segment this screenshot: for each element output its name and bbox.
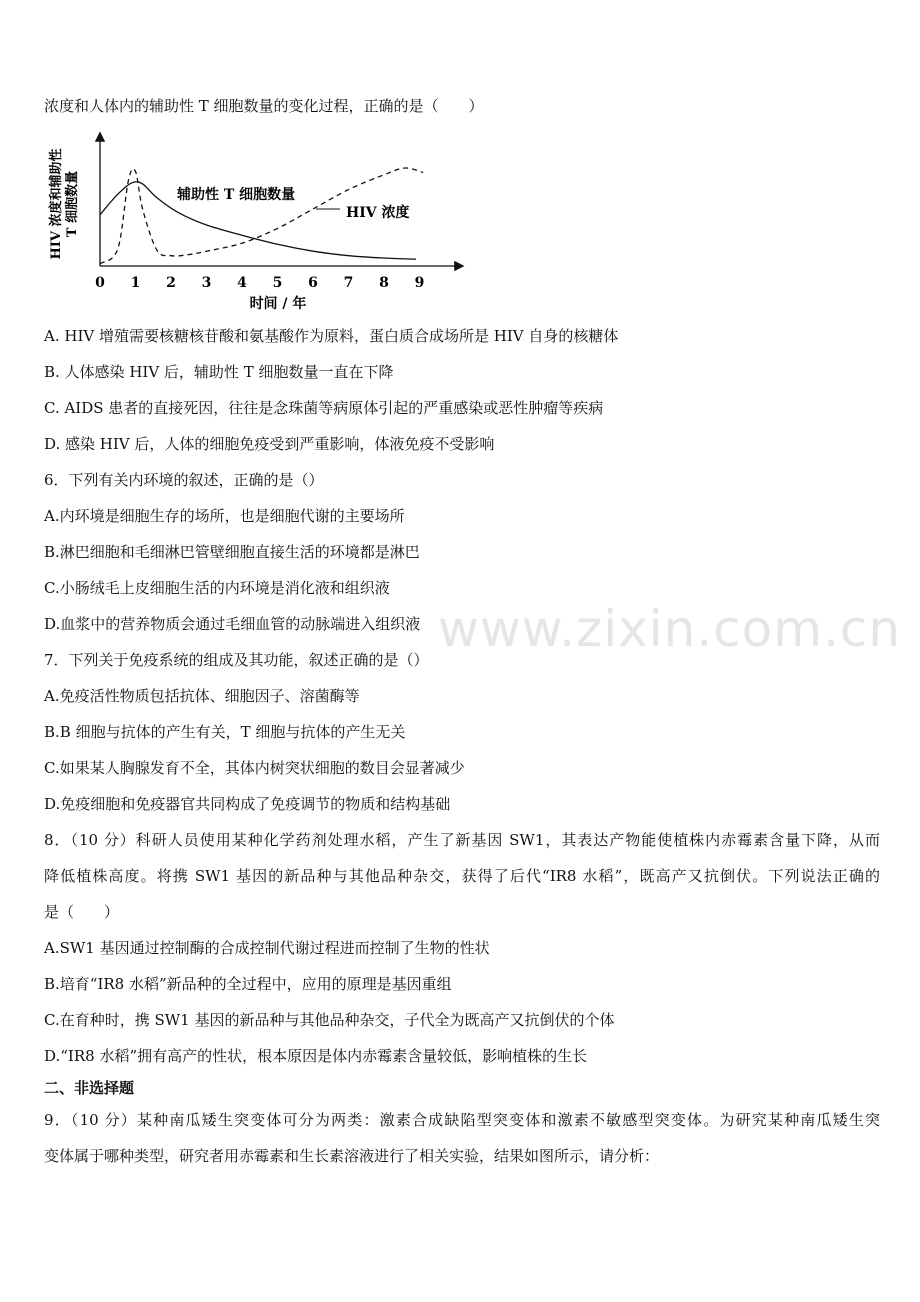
hiv-chart [44,128,484,318]
x-tick-label: 1 [130,275,141,291]
x-tick-label: 5 [272,275,283,291]
x-tick-label: 2 [166,275,176,291]
x-tick-label: 8 [379,275,389,291]
q8-option-c: C.在育种时，携 SW1 基因的新品种与其他品种杂交，子代全为既高产又抗倒伏的个体 [44,1011,615,1029]
q5-option-c: C. AIDS 患者的直接死因，往往是念珠菌等病原体引起的严重感染或恶性肿瘤等疾病 [44,399,604,417]
q6-option-c: C.小肠绒毛上皮细胞生活的内环境是消化液和组织液 [44,579,390,597]
q8-option-d: D.“IR8 水稻”拥有高产的性状，根本原因是体内赤霉素含量较低，影响植株的生长 [44,1047,588,1065]
q6-option-a: A.内环境是细胞生存的场所，也是细胞代谢的主要场所 [44,507,405,525]
q6-option-d: D.血浆中的营养物质会通过毛细血管的动脉端进入组织液 [44,615,421,633]
q5-option-a: A. HIV 增殖需要核糖核苷酸和氨基酸作为原料，蛋白质合成场所是 HIV 自身的核糖体 [44,327,619,345]
q8-stem-line-1: 8．（10 分）科研人员使用某种化学药剂处理水稻，产生了新基因 SW1，其表达产物能使植株内赤霉素含量下降，从而 [44,831,880,849]
q8-option-a: A.SW1 基因通过控制酶的合成控制代谢过程进而控制了生物的性状 [44,939,490,957]
q8-option-b: B.培育“IR8 水稻”新品种的全过程中，应用的原理是基因重组 [44,975,452,993]
q8-stem-line-3: 是（ ） [44,903,120,921]
hiv-annotation: HIV 浓度 [346,205,410,221]
q6-option-b: B.淋巴细胞和毛细淋巴管壁细胞直接生活的环境都是淋巴 [44,543,420,561]
q9-stem-line-1: 9．（10 分）某种南瓜矮生突变体可分为两类：激素合成缺陷型突变体和激素不敏感型突变体。为研究某种南瓜矮生突 [44,1111,880,1129]
x-tick-label: 6 [308,275,318,291]
x-axis-label: 时间 / 年 [249,296,307,312]
t-cell-annotation: 辅助性 T 细胞数量 [177,187,296,203]
x-tick-label: 9 [414,275,425,291]
q6-stem: 6．下列有关内环境的叙述，正确的是（） [44,471,324,489]
q7-option-a: A.免疫活性物质包括抗体、细胞因子、溶菌酶等 [44,687,360,705]
q7-option-c: C.如果某人胸腺发育不全，其体内树突状细胞的数目会显著减少 [44,759,465,777]
q9-stem-line-2: 变体属于哪种类型，研究者用赤霉素和生长素溶液进行了相关实验，结果如图所示，请分析： [44,1147,660,1165]
x-tick-label: 7 [343,275,354,291]
q8-stem-line-2: 降低植株高度。将携 SW1 基因的新品种与其他品种杂交，获得了后代“IR8 水稻”，既高产又抗倒伏。下列说法正确的 [44,867,880,885]
watermark: www.zixin.com.cn [438,600,902,658]
section-2-heading: 二、非选择题 [44,1079,135,1097]
y-axis-label-1: HIV 浓度和辅助性 [49,148,64,260]
q7-option-d: D.免疫细胞和免疫器官共同构成了免疫调节的物质和结构基础 [44,795,451,813]
q5-option-d: D. 感染 HIV 后，人体的细胞免疫受到严重影响，体液免疫不受影响 [44,435,495,453]
q5-option-b: B. 人体感染 HIV 后，辅助性 T 细胞数量一直在下降 [44,363,394,381]
question-5-intro: 浓度和人体内的辅助性 T 细胞数量的变化过程，正确的是（ ） [44,97,484,115]
x-tick-label: 4 [237,275,247,291]
y-axis-label-2: T 细胞数量 [65,170,80,238]
q7-option-b: B.B 细胞与抗体的产生有关，T 细胞与抗体的产生无关 [44,723,406,741]
q7-stem: 7．下列关于免疫系统的组成及其功能，叙述正确的是（） [44,651,429,669]
x-tick-label: 3 [201,275,212,291]
x-tick-label: 0 [95,275,105,291]
